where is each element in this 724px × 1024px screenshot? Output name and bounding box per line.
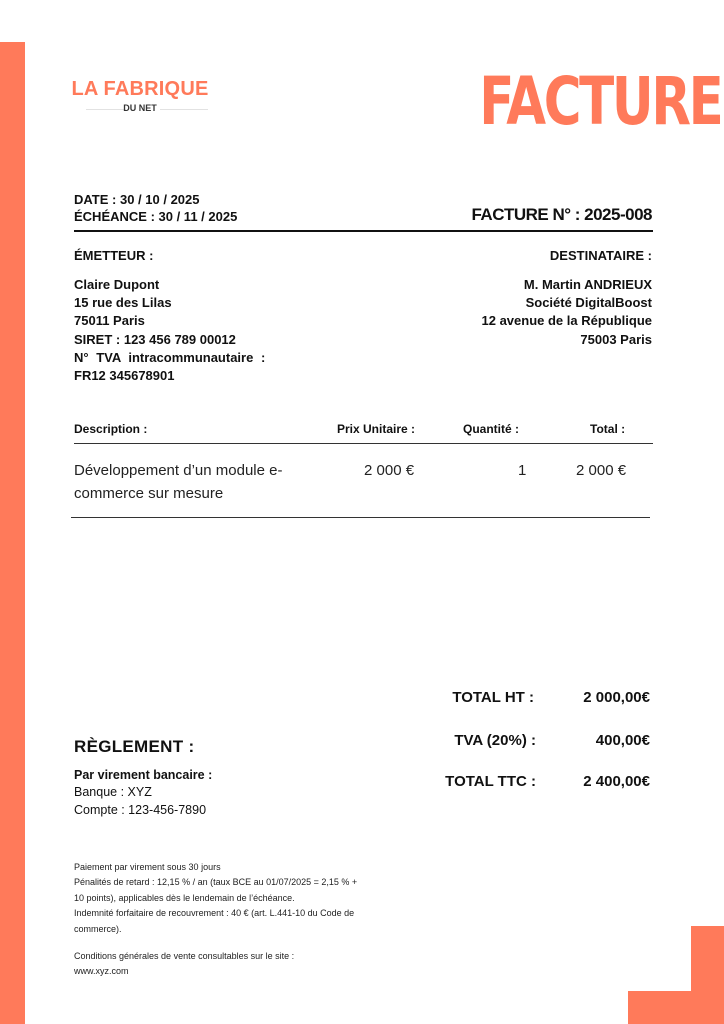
total-ttc-label: TOTAL TTC : (445, 773, 536, 790)
payment-method: Par virement bancaire : (74, 768, 213, 782)
document-title: FACTURE (479, 63, 722, 140)
invoice-due-date: ÉCHÉANCE : 30 / 11 / 2025 (74, 209, 238, 224)
col-header-unit-price: Prix Unitaire : (337, 422, 416, 436)
issuer-address (74, 276, 304, 385)
issuer-line: FR12 345678901 (74, 368, 175, 384)
row-description-line: Développement d’un module e- (74, 462, 283, 479)
brand-name: LA FABRIQUE (71, 78, 209, 100)
row-quantity: 1 (518, 462, 527, 479)
brand-subtitle: DU NET (123, 103, 157, 113)
cgv-line: Conditions générales de vente consultables sur le site : (74, 951, 295, 961)
tva-value: 400,00€ (595, 732, 650, 749)
cgv-url: www.xyz.com (74, 966, 129, 977)
recipient-address (352, 276, 652, 349)
payment-title: RÈGLEMENT : (74, 737, 195, 756)
table-bottom-divider (71, 517, 650, 518)
row-unit-price: 2 000 € (364, 462, 415, 479)
recipient-line: 12 avenue de la République (481, 313, 652, 329)
payment-bank: Banque : XYZ (74, 785, 152, 799)
issuer-line: N° TVA intracommunautaire : (74, 349, 266, 365)
header-divider (74, 230, 653, 232)
invoice-number: FACTURE N° : 2025-008 (471, 205, 652, 224)
terms-line: commerce). (74, 923, 122, 934)
col-header-total: Total : (590, 422, 626, 436)
col-header-quantity: Quantité : (463, 422, 519, 436)
issuer-line: Claire Dupont (74, 277, 160, 292)
issuer-label: ÉMETTEUR : (74, 248, 154, 263)
total-ht-label: TOTAL HT : (452, 689, 534, 706)
payment-terms (74, 860, 394, 937)
terms-line: Paiement par virement sous 30 jours (74, 862, 221, 872)
issuer-line: 15 rue des Lilas (74, 295, 172, 311)
row-total: 2 000 € (576, 462, 627, 479)
cgv-notice (74, 949, 394, 980)
total-ht-value: 2 000,00€ (583, 689, 650, 706)
issuer-line: SIRET : 123 456 789 00012 (74, 331, 236, 347)
row-description (74, 459, 324, 505)
recipient-line: M. Martin ANDRIEUX (523, 277, 652, 292)
tva-label: TVA (20%) : (454, 732, 536, 749)
recipient-label: DESTINATAIRE : (549, 248, 652, 263)
table-header-divider (74, 443, 653, 444)
row-description-line: commerce sur mesure (74, 485, 224, 502)
payment-account: Compte : 123-456-7890 (74, 803, 207, 817)
recipient-line: Société DigitalBoost (525, 295, 652, 311)
terms-line: Indemnité forfaitaire de recouvrement : 40 € (art. L.441-10 du Code de (74, 908, 355, 919)
terms-line: 10 points), applicables dès le lendemain de l’échéance. (74, 892, 295, 903)
invoice-date: DATE : 30 / 10 / 2025 (74, 192, 200, 207)
terms-line: Pénalités de retard : 12,15 % / an (taux BCE au 01/07/2025 = 2,15 % + (74, 877, 358, 888)
corner-accent-horizontal (628, 991, 724, 1024)
recipient-line: 75003 Paris (580, 331, 652, 347)
issuer-line: 75011 Paris (74, 313, 145, 329)
left-accent-bar (0, 42, 25, 1024)
col-header-description: Description : (74, 422, 148, 436)
total-ttc-value: 2 400,00€ (583, 773, 650, 790)
